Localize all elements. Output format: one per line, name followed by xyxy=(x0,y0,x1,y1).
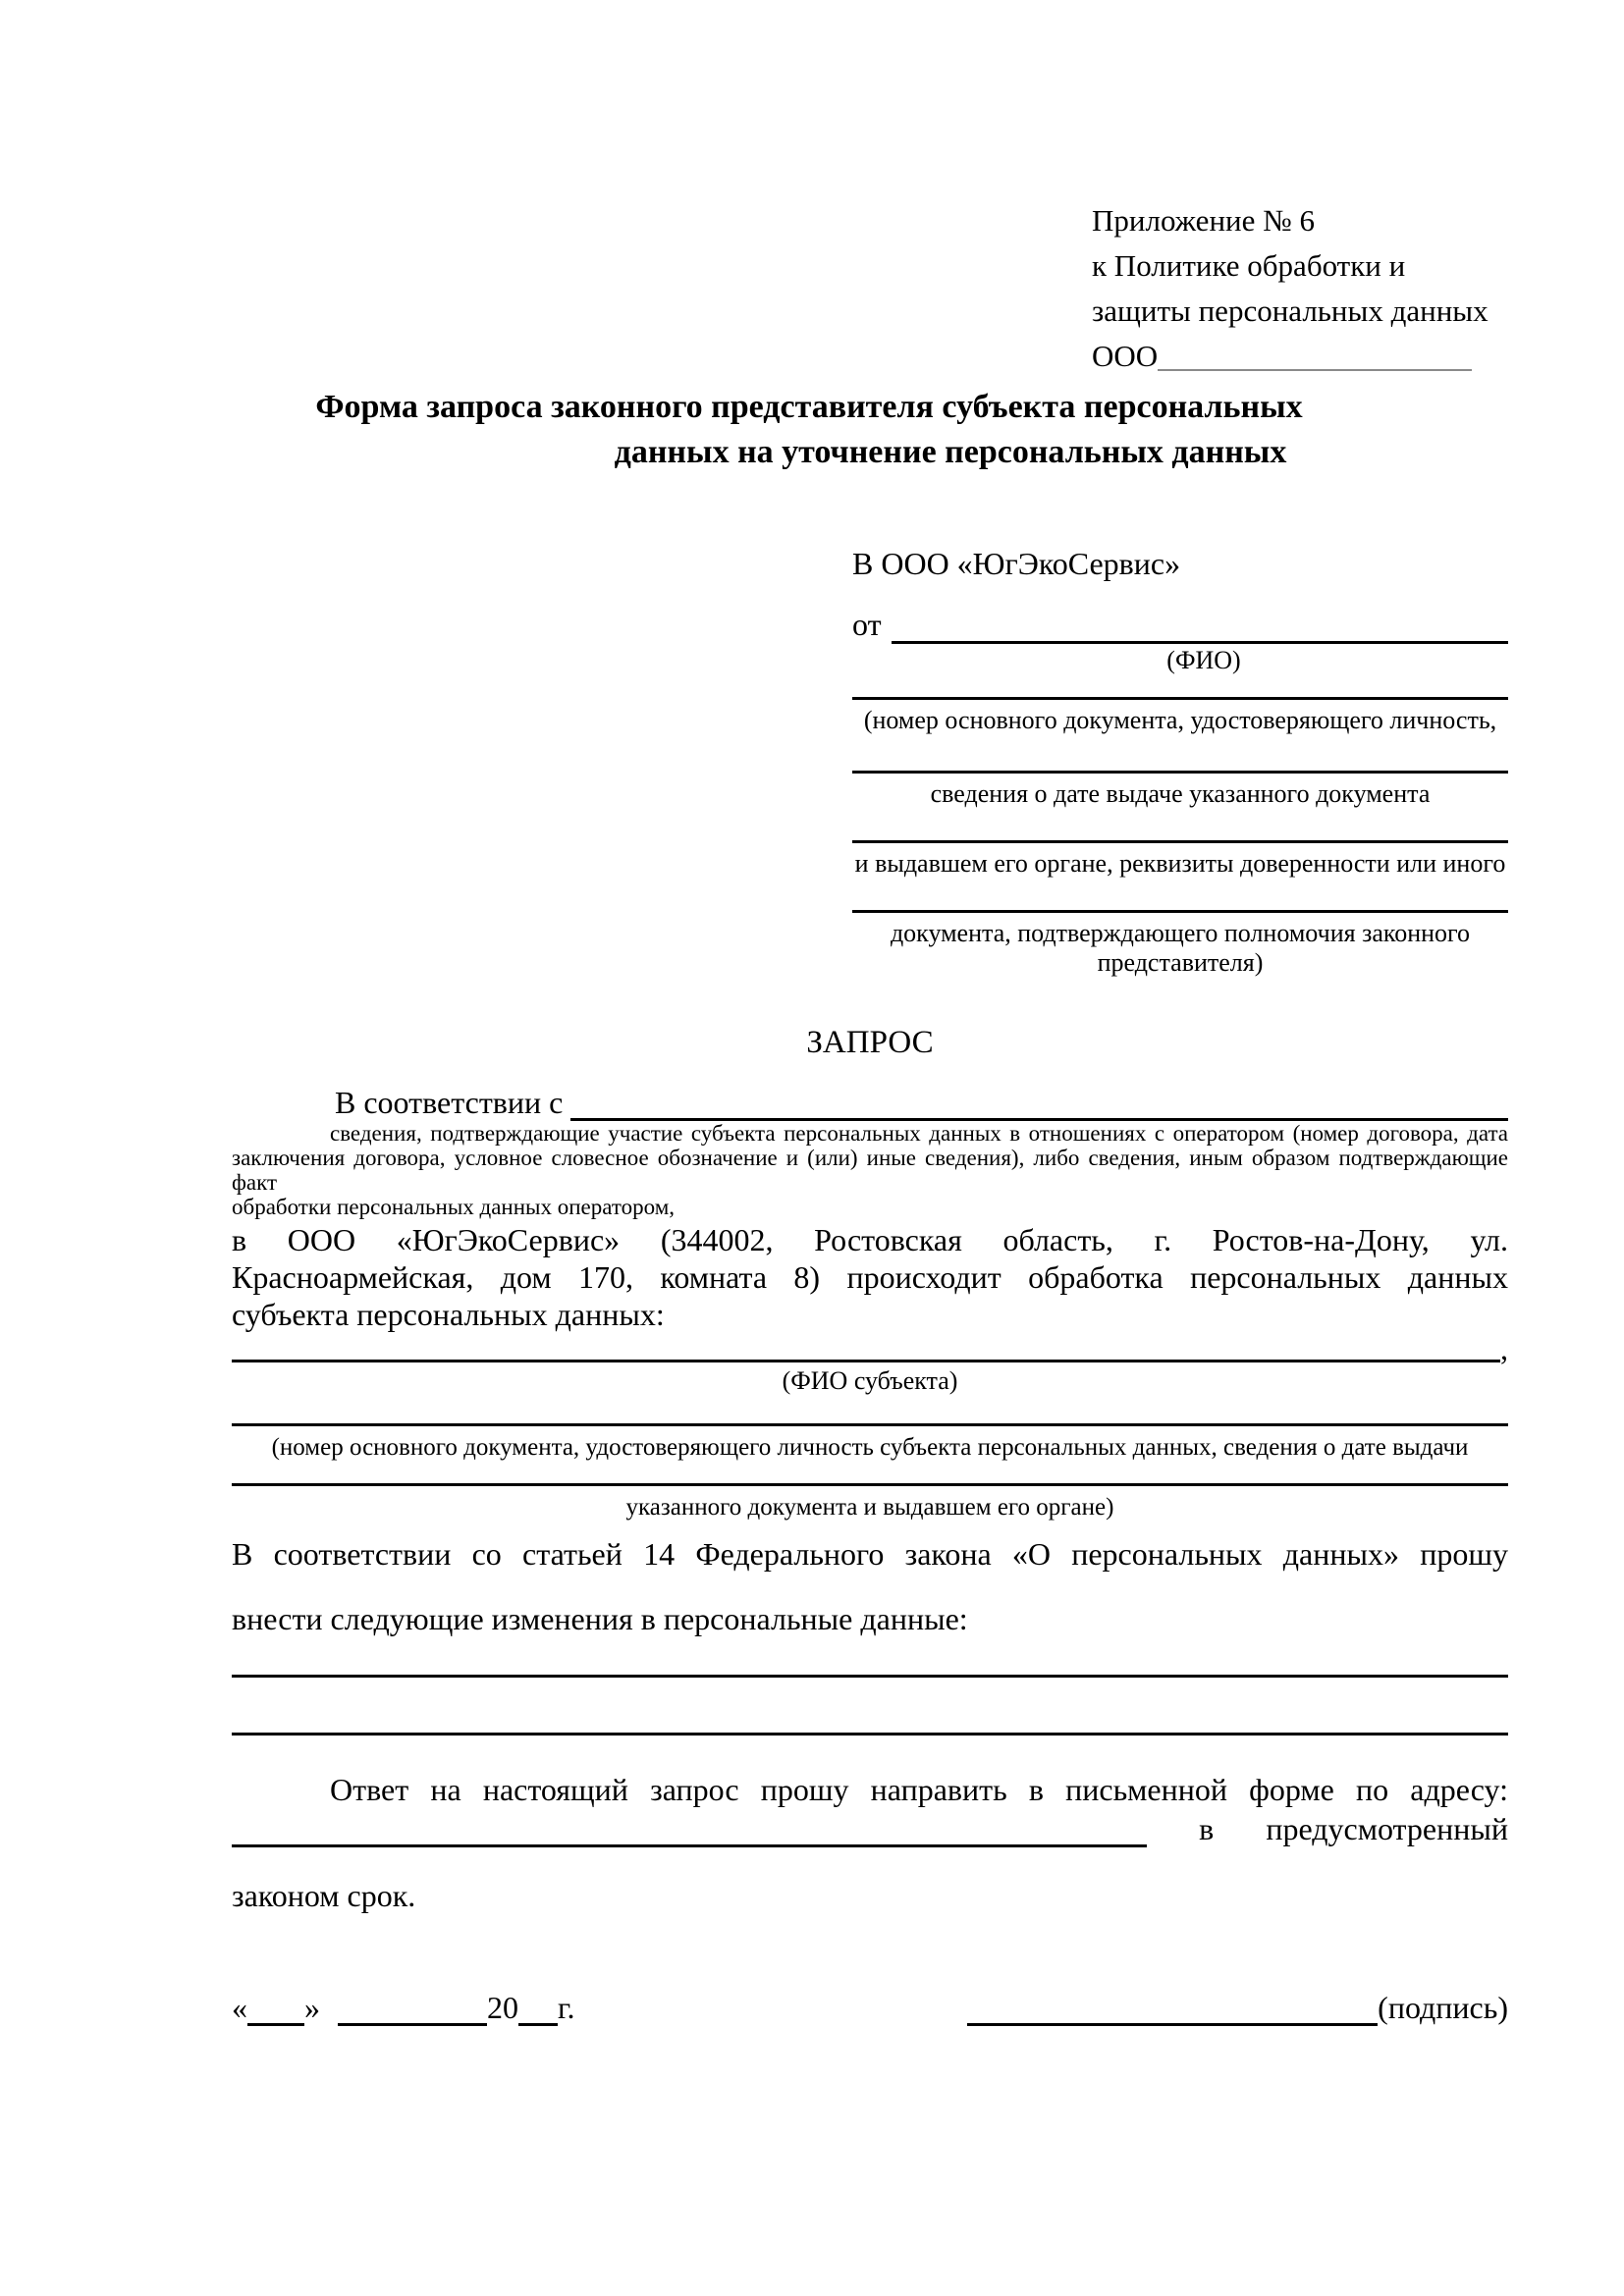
id-document-caption-4: документа, подтверждающего полномочия законного представителя) xyxy=(890,919,1471,977)
addressee-company: В ООО «ЮгЭкоСервис» xyxy=(852,546,1181,581)
reply-address-field-row xyxy=(232,1810,1508,1847)
basis-fineprint-line-1: сведения, подтверждающие участие субъекта персональных данных в отношениях с оператором (номер договора, дата xyxy=(330,1121,1508,1146)
subject-name-field-row xyxy=(232,1331,1508,1366)
basis-fineprint-line-2: заключения договора, условное словесное обозначение и (или) иные сведения), либо сведения, иным образом подтверждающие факт xyxy=(232,1146,1508,1195)
date-year-suffix: г. xyxy=(558,1990,575,2025)
subject-document-field-1 xyxy=(232,1423,1508,1462)
reply-word-v: в xyxy=(1199,1811,1215,1846)
date-field xyxy=(232,1990,575,2026)
form-title xyxy=(232,385,1508,475)
from-field-row xyxy=(852,607,1508,644)
id-document-caption-3: и выдавшем его органе, реквизиты доверенности или иного xyxy=(854,849,1506,878)
appendix-line-3: защиты персональных данных xyxy=(1092,294,1489,328)
appendix-company-line xyxy=(1092,334,1508,379)
legal-term-text: законом срок. xyxy=(232,1878,416,1913)
appendix-note xyxy=(1092,198,1508,379)
amendment-paragraph-line-2: внести следующие изменения в персональные данные: xyxy=(232,1601,968,1636)
signature-caption: (подпись) xyxy=(1378,1990,1508,2025)
date-open-quote: « xyxy=(232,1990,247,2025)
id-document-caption-1: (номер основного документа, удостоверяющего личность, xyxy=(863,706,1497,734)
reply-paragraph: Ответ на настоящий запрос прошу направить в письменной форме по адресу: xyxy=(330,1772,1508,1807)
operator-paragraph xyxy=(232,1221,1508,1333)
appendix-line-2: к Политике обработки и xyxy=(1092,248,1406,283)
amendment-paragraph-line-1: В соответствии со статьей 14 Федерального закона «О персональных данных» прошу xyxy=(232,1536,1508,1572)
id-document-field-1 xyxy=(852,697,1508,735)
date-signature-row xyxy=(232,1989,1508,2026)
addressee-block xyxy=(852,544,1508,978)
subject-fio-caption: (ФИО субъекта) xyxy=(782,1366,958,1395)
id-document-field-4 xyxy=(852,910,1508,978)
amendment-blank-line-2 xyxy=(232,1733,1508,1735)
amendment-blank-line-1 xyxy=(232,1675,1508,1678)
basis-fineprint-line-3: обработки персональных данных оператором, xyxy=(232,1195,675,1219)
basis-lead-text: В соответствии с xyxy=(335,1085,564,1120)
operator-paragraph-line-2: Красноармейская, дом 170, комната 8) происходит обработка персональных данных xyxy=(232,1259,1508,1295)
id-document-caption-2: сведения о дате выдаче указанного документа xyxy=(930,779,1431,808)
subject-document-caption-1: (номер основного документа, удостоверяющего личность субъекта персональных данных, сведения о дате выдачи xyxy=(271,1434,1469,1461)
id-document-field-3 xyxy=(852,840,1508,879)
date-year-blank-line xyxy=(518,1997,558,2026)
date-year-prefix: 20 xyxy=(487,1990,518,2025)
signature-blank-line xyxy=(967,1997,1378,2026)
form-title-line-1: Форма запроса законного представителя субъекта персональных xyxy=(315,389,1303,425)
id-document-field-2 xyxy=(852,771,1508,809)
from-name-blank-line xyxy=(892,614,1508,644)
amendment-paragraph xyxy=(232,1535,1508,1637)
operator-paragraph-line-3: субъекта персональных данных: xyxy=(232,1297,665,1332)
fio-caption: (ФИО) xyxy=(1166,646,1241,674)
basis-fineprint xyxy=(232,1121,1508,1219)
reply-address-blank-line xyxy=(232,1818,1147,1847)
signature-field xyxy=(967,1990,1508,2026)
operator-paragraph-line-1: в ООО «ЮгЭкоСервис» (344002, Ростовская область, г. Ростов-на-Дону, ул. xyxy=(232,1222,1508,1257)
company-prefix: ООО xyxy=(1092,339,1159,373)
subject-document-field-2 xyxy=(232,1483,1508,1522)
reply-word-predusmotrenny: предусмотренный xyxy=(1266,1811,1508,1846)
subject-trailing-comma: , xyxy=(1500,1331,1508,1366)
date-day-blank-line xyxy=(247,1997,304,2026)
form-title-line-2: данных на уточнение персональных данных xyxy=(614,434,1287,470)
basis-field-row xyxy=(232,1084,1508,1121)
company-name-blank-line xyxy=(1158,342,1472,371)
date-month-blank-line xyxy=(338,1997,487,2026)
basis-blank-line xyxy=(570,1092,1508,1121)
subject-name-blank-line xyxy=(232,1333,1500,1362)
subject-document-caption-2: указанного документа и выдавшем его органе) xyxy=(625,1494,1114,1521)
date-close-quote: » xyxy=(304,1990,320,2025)
request-heading: ЗАПРОС xyxy=(806,1025,934,1060)
from-label: от xyxy=(852,607,882,642)
appendix-line-1: Приложение № 6 xyxy=(1092,203,1315,238)
